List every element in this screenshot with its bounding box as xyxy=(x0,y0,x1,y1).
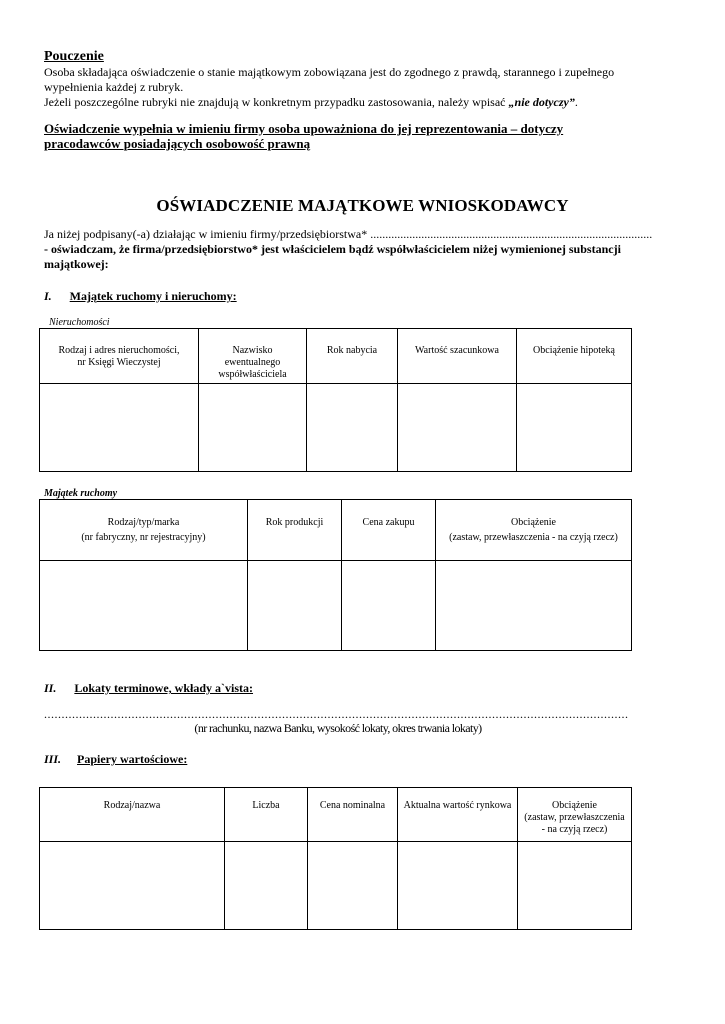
col-header-wartosc-rynkowa: Aktualna wartość rynkowa xyxy=(398,788,518,842)
col-header-rok-nabycia: Rok nabycia xyxy=(307,329,398,384)
table-cell[interactable] xyxy=(308,842,398,930)
table-cell[interactable] xyxy=(40,561,248,651)
table-row xyxy=(40,561,632,651)
nie-dotyczy-quote: „nie dotyczy” xyxy=(508,95,575,109)
col-header-rodzaj-adres: Rodzaj i adres nieruchomości, nr Księgi Wieczystej xyxy=(40,329,199,384)
table-cell[interactable] xyxy=(40,384,199,472)
table-cell[interactable] xyxy=(248,561,342,651)
declaration xyxy=(44,227,684,272)
table-row xyxy=(40,384,632,472)
col-header-rok-produkcji: Rok produkcji xyxy=(248,500,342,561)
col-header-liczba: Liczba xyxy=(225,788,308,842)
section-2-header xyxy=(44,679,253,697)
col-header-rodzaj-typ-marka: Rodzaj/typ/marka (nr fabryczny, nr rejestracyjny) xyxy=(40,500,248,561)
papiery-wartosciowe-table xyxy=(39,787,632,930)
col-header-rodzaj-nazwa: Rodzaj/nazwa xyxy=(40,788,225,842)
table-cell[interactable] xyxy=(307,384,398,472)
firm-name-field[interactable]: .............................................................................................. xyxy=(370,227,653,241)
col-header-obciazenie: Obciążenie (zastaw, przewłaszczenia - na czyją rzecz) xyxy=(436,500,632,561)
col-header-wspolwlasciciel: Nazwisko ewentualnego współwłaściciela xyxy=(199,329,307,384)
table-cell[interactable] xyxy=(225,842,308,930)
lokaty-input-line[interactable]: ....................................................................................................................................................................... xyxy=(44,708,629,720)
declaration-line-2: - oświadczam, że firma/przedsiębiorstwo* jest właścicielem bądź współwłaścicielem niżej wymienionej substancji xyxy=(44,242,621,256)
table-cell[interactable] xyxy=(517,384,632,472)
pouczenie-text xyxy=(44,65,684,110)
col-header-obciazenie-hipoteka: Obciążenie hipoteką xyxy=(517,329,632,384)
section-3-header xyxy=(44,750,187,768)
table-cell[interactable] xyxy=(199,384,307,472)
majatek-ruchomy-label: Majątek ruchomy xyxy=(44,488,118,499)
notice-line-2: pracodawców posiadających osobowość prawną xyxy=(44,136,311,151)
table-header-row xyxy=(40,329,632,384)
section-2-number: II. xyxy=(44,681,57,695)
table-cell[interactable] xyxy=(436,561,632,651)
section-3-number: III. xyxy=(44,752,62,766)
pouczenie-line-1: Osoba składająca oświadczenie o stanie majątkowym zobowiązana jest do zgodnego z prawdą, starannego i zupełnego xyxy=(44,65,615,79)
section-1-header xyxy=(44,287,237,305)
col-header-cena-zakupu: Cena zakupu xyxy=(342,500,436,561)
table-header-row xyxy=(40,788,632,842)
pouczenie-line-2: wypełnienia każdej z rubryk. xyxy=(44,80,184,94)
notice-line-1: Oświadczenie wypełnia w imieniu firmy osoba upoważniona do jej reprezentowania – dotyczy xyxy=(44,121,564,136)
section-1-title: Majątek ruchomy i nieruchomy: xyxy=(69,289,237,303)
table-header-row xyxy=(40,500,632,561)
table-cell[interactable] xyxy=(518,842,632,930)
col-header-cena-nominalna: Cena nominalna xyxy=(308,788,398,842)
nieruchomosci-table xyxy=(39,328,632,472)
declaration-line-3: majątkowej: xyxy=(44,257,109,271)
table-cell[interactable] xyxy=(342,561,436,651)
pouczenie-line-3: Jeżeli poszczególne rubryki nie znajdują w konkretnym przypadku zastosowania, należy wpisać „nie dotyczy”. xyxy=(44,95,578,109)
col-header-wartosc: Wartość szacunkowa xyxy=(398,329,517,384)
section-3-title: Papiery wartościowe: xyxy=(77,752,188,766)
table-cell[interactable] xyxy=(398,384,517,472)
table-row xyxy=(40,842,632,930)
table-cell[interactable] xyxy=(40,842,225,930)
representation-notice xyxy=(44,121,684,151)
col-header-obciazenie: Obciążenie (zastaw, przewłaszczenia - na czyją rzecz) xyxy=(518,788,632,842)
nieruchomosci-label: Nieruchomości xyxy=(49,317,110,328)
table-cell[interactable] xyxy=(398,842,518,930)
section-2-title: Lokaty terminowe, wkłady a`vista: xyxy=(74,681,254,695)
document-title: OŚWIADCZENIE MAJĄTKOWE WNIOSKODAWCY xyxy=(156,196,569,215)
section-1-number: I. xyxy=(44,289,52,303)
pouczenie-heading: Pouczenie xyxy=(44,49,104,64)
declaration-line-1: Ja niżej podpisany(-a) działając w imieniu firmy/przedsiębiorstwa* .............................................................................................. xyxy=(44,227,653,241)
lokaty-caption: (nr rachunku, nazwa Banku, wysokość lokaty, okres trwania lokaty) xyxy=(194,721,482,735)
majatek-ruchomy-table xyxy=(39,499,632,651)
